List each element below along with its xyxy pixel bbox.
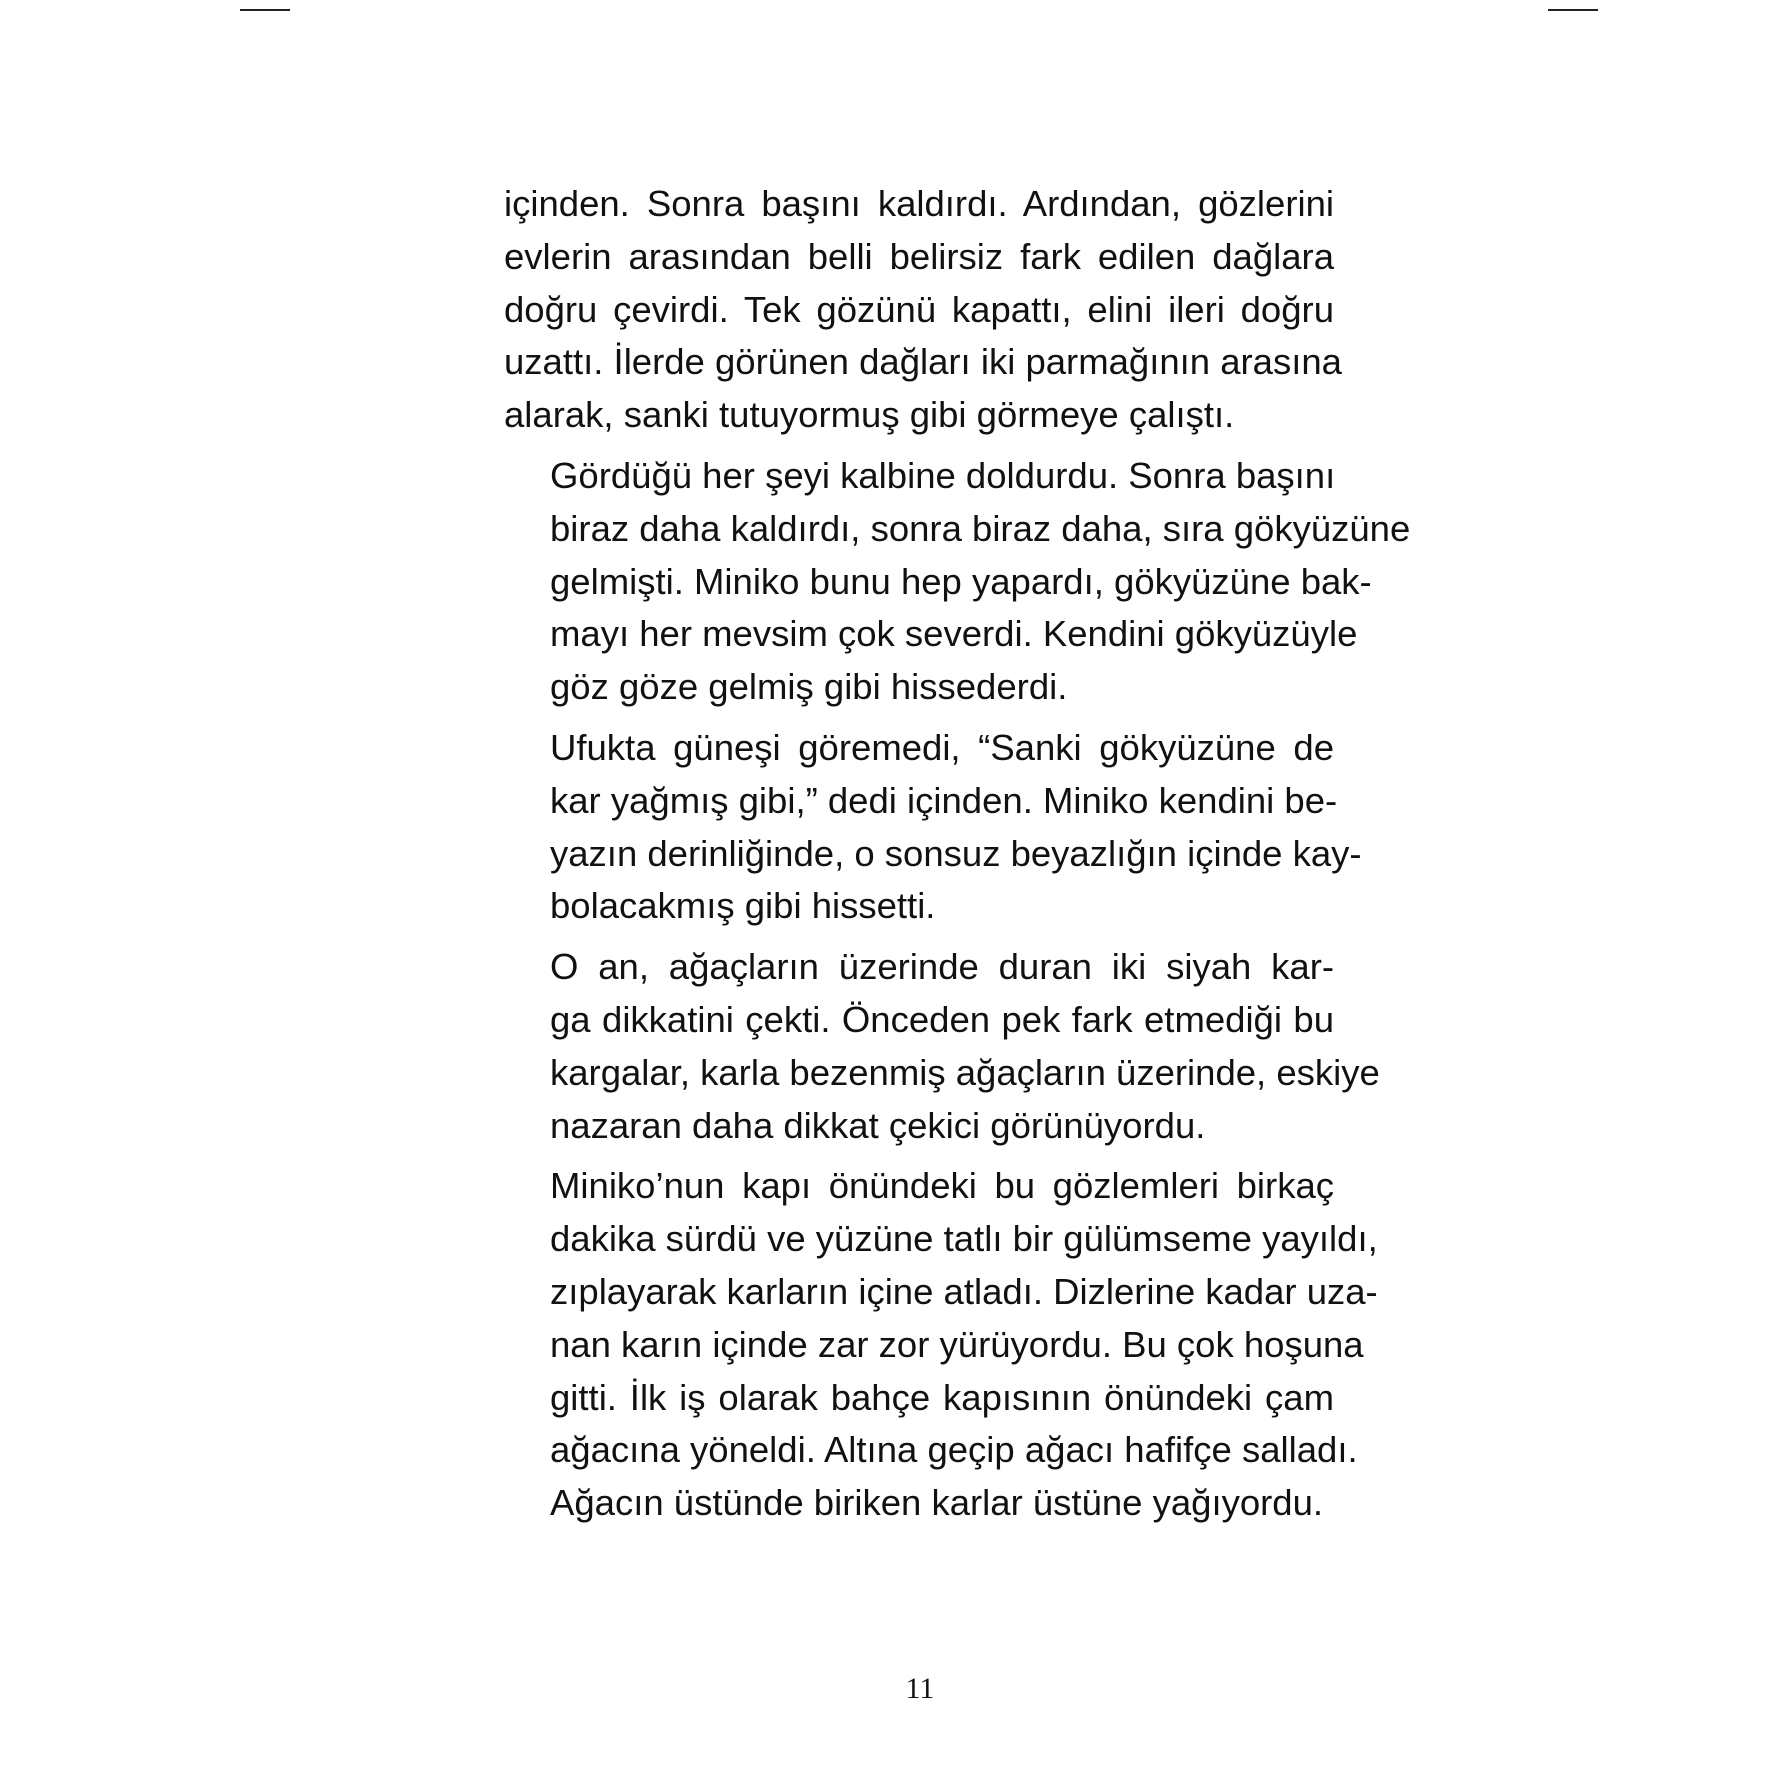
text-line: kargalar, karla bezenmiş ağaçların üzerinde, eskiye: [550, 1051, 1380, 1093]
text-line: gitti. İlk iş olarak bahçe kapısının önündeki çam: [550, 1376, 1334, 1418]
paragraph-2: [504, 450, 1411, 714]
text-line: ga dikkatini çekti. Önceden pek fark etmediği bu: [550, 998, 1334, 1040]
text-line: bolacakmış gibi hissetti.: [550, 885, 936, 927]
page-number: 11: [905, 1672, 935, 1705]
paragraph-1: [504, 178, 1342, 442]
crop-mark-left: [240, 9, 290, 11]
text-line: O an, ağaçların üzerinde duran iki siyah kar-: [550, 946, 1334, 988]
text-line: Gördüğü her şeyi kalbine doldurdu. Sonra başını: [550, 454, 1336, 496]
text-line: biraz daha kaldırdı, sonra biraz daha, sıra gökyüzüne: [550, 507, 1411, 549]
text-line: evlerin arasından belli belirsiz fark edilen dağlara: [504, 235, 1334, 277]
text-line: mayı her mevsim çok severdi. Kendini gökyüzüyle: [550, 613, 1358, 655]
text-line: uzattı. İlerde görünen dağları iki parmağının arasına: [504, 341, 1342, 383]
text-line: nan karın içinde zar zor yürüyordu. Bu çok hoşuna: [550, 1323, 1364, 1365]
text-line: yazın derinliğinde, o sonsuz beyazlığın içinde kay-: [550, 832, 1362, 874]
text-line: nazaran daha dikkat çekici görünüyordu.: [550, 1104, 1206, 1146]
text-line: Miniko’nun kapı önündeki bu gözlemleri birkaç: [550, 1165, 1334, 1207]
text-line: Ağacın üstünde biriken karlar üstüne yağıyordu.: [550, 1482, 1324, 1524]
paragraph-3: [504, 722, 1362, 933]
text-line: gelmişti. Miniko bunu hep yapardı, gökyüzüne bak-: [550, 560, 1372, 602]
text-line: doğru çevirdi. Tek gözünü kapattı, elini ileri doğru: [504, 288, 1334, 330]
text-line: dakika sürdü ve yüzüne tatlı bir gülümseme yayıldı,: [550, 1218, 1378, 1260]
text-line: ağacına yöneldi. Altına geçip ağacı hafifçe salladı.: [550, 1429, 1358, 1471]
text-line: zıplayarak karların içine atladı. Dizlerine kadar uza-: [550, 1270, 1378, 1312]
text-line: alarak, sanki tutuyormuş gibi görmeye çalıştı.: [504, 394, 1235, 436]
crop-mark-right: [1548, 9, 1598, 11]
text-line: içinden. Sonra başını kaldırdı. Ardından, gözlerini: [504, 183, 1334, 224]
paragraph-4: [504, 941, 1380, 1152]
text-line: göz göze gelmiş gibi hissederdi.: [550, 666, 1068, 708]
text-line: kar yağmış gibi,” dedi içinden. Miniko kendini be-: [550, 779, 1338, 821]
page-body-text: [504, 178, 1411, 1538]
text-line: Ufukta güneşi göremedi, “Sanki gökyüzüne de: [550, 726, 1334, 768]
paragraph-5: [504, 1160, 1378, 1530]
